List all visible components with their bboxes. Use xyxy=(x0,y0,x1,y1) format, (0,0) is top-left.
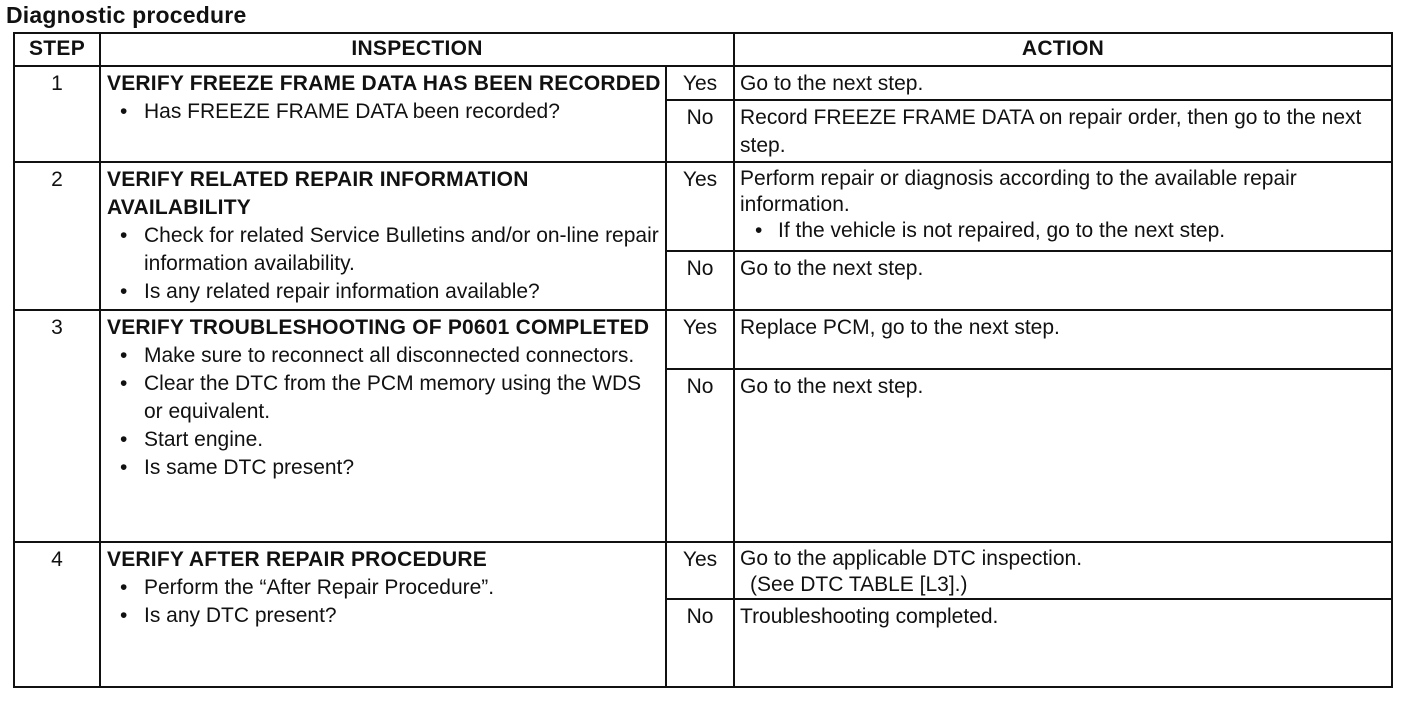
inspection-bullet: • Check for related Service Bulletins and/or on-line repair information availability. xyxy=(107,222,661,278)
action-header: ACTION xyxy=(734,33,1392,66)
no-action: Record FREEZE FRAME DATA on repair order, then go to the next step. xyxy=(734,100,1392,162)
yes-action: Go to the next step. xyxy=(734,66,1392,100)
inspection-bullet: • Start engine. xyxy=(107,426,661,454)
inspection-bullet: • Clear the DTC from the PCM memory using the WDS or equivalent. xyxy=(107,370,661,426)
yes-label: Yes xyxy=(666,310,734,369)
yes-action: Go to the applicable DTC inspection. xyxy=(740,547,1083,570)
no-label: No xyxy=(666,251,734,310)
yes-label: Yes xyxy=(666,66,734,100)
yes-label: Yes xyxy=(666,162,734,251)
inspection-heading: VERIFY TROUBLESHOOTING OF P0601 COMPLETED xyxy=(107,316,650,339)
table-row xyxy=(14,66,1392,100)
step-header: STEP xyxy=(14,33,100,66)
no-action: Troubleshooting completed. xyxy=(734,599,1392,687)
inspection-heading: VERIFY RELATED REPAIR INFORMATION AVAILABILITY xyxy=(107,168,529,219)
dtc-table-reference: (See DTC TABLE [L3].) xyxy=(750,573,968,596)
no-label: No xyxy=(666,100,734,162)
diagnostic-table xyxy=(13,32,1393,688)
step-number: 3 xyxy=(14,310,100,542)
inspection-bullet: • Is same DTC present? xyxy=(107,454,661,482)
inspection-bullet: • Make sure to reconnect all disconnected connectors. xyxy=(107,342,661,370)
no-action: Go to the next step. xyxy=(734,369,1392,542)
inspection-header: INSPECTION xyxy=(100,33,734,66)
yes-label: Yes xyxy=(666,542,734,599)
step-number: 2 xyxy=(14,162,100,310)
yes-action: Perform repair or diagnosis according to the available repair information. xyxy=(740,167,1297,216)
inspection-bullet: • Perform the “After Repair Procedure”. xyxy=(107,574,661,602)
table-row xyxy=(14,162,1392,251)
no-label: No xyxy=(666,369,734,542)
no-label: No xyxy=(666,599,734,687)
yes-action: Replace PCM, go to the next step. xyxy=(734,310,1392,369)
inspection-bullet: • Is any DTC present? xyxy=(107,602,661,630)
header-row xyxy=(14,33,1392,66)
yes-action-cell xyxy=(734,542,1392,599)
no-action: Go to the next step. xyxy=(734,251,1392,310)
inspection-bullet: • Has FREEZE FRAME DATA been recorded? xyxy=(107,98,661,126)
table-row xyxy=(14,542,1392,599)
inspection-heading: VERIFY FREEZE FRAME DATA HAS BEEN RECORDED xyxy=(107,72,661,95)
inspection-cell xyxy=(100,542,666,687)
yes-action-cell xyxy=(734,162,1392,251)
page-title: Diagnostic procedure xyxy=(6,2,247,28)
step-number: 4 xyxy=(14,542,100,687)
inspection-cell xyxy=(100,162,666,310)
inspection-heading: VERIFY AFTER REPAIR PROCEDURE xyxy=(107,548,487,571)
table-row xyxy=(14,310,1392,369)
inspection-cell xyxy=(100,66,666,162)
step-number: 1 xyxy=(14,66,100,162)
action-bullet: • If the vehicle is not repaired, go to the next step. xyxy=(740,218,1387,244)
inspection-bullet: • Is any related repair information available? xyxy=(107,278,661,306)
inspection-cell xyxy=(100,310,666,542)
